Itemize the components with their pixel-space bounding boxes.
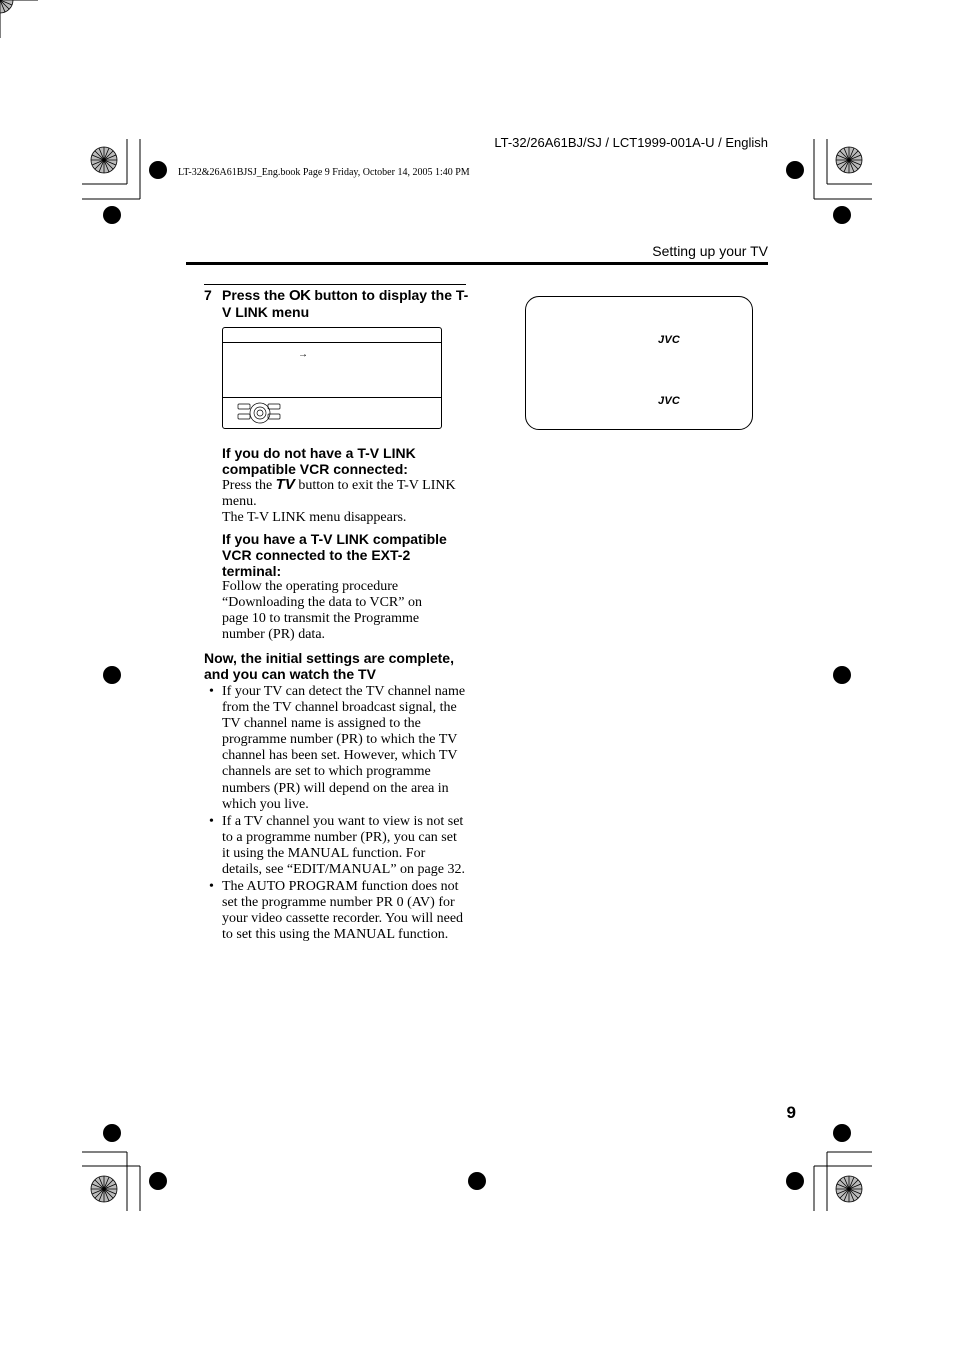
book-info-line: LT-32&26A61BJSJ_Eng.book Page 9 Friday, October 14, 2005 1:40 PM <box>178 167 470 178</box>
remote-control-icon <box>235 400 285 426</box>
step-rule <box>204 284 466 285</box>
bullet-glyph: • <box>209 813 214 829</box>
step-number: 7 <box>204 287 212 303</box>
has-vcr-body: Follow the operating procedure “Downloading the data to VCR” on page 10 to transmit the Programme number (PR) data. <box>222 579 422 642</box>
no-vcr-section <box>222 445 468 526</box>
step-text <box>222 287 472 320</box>
bullet-text: If your TV can detect the TV channel name from the TV channel broadcast signal, the TV channel name is assigned to the programme number (PR) to which the TV channel has been set. However, which TV channels are set to which programme numbers (PR) will depend on the area in which you live. <box>222 684 466 812</box>
arrow-icon: → <box>298 349 308 360</box>
menu-top-divider <box>223 342 441 343</box>
no-vcr-heading: If you do not have a T-V LINK compatible VCR connected: <box>222 445 416 477</box>
no-vcr-line1-before: Press the <box>222 478 276 493</box>
jvc-logo-bottom: JVC <box>658 395 680 407</box>
step-text-before: Press the <box>222 287 289 303</box>
menu-bottom-divider <box>223 397 441 398</box>
jvc-logo-top: JVC <box>658 334 680 346</box>
list-item <box>204 684 468 813</box>
bullet-text: If a TV channel you want to view is not set to a programme number (PR), you can set it using the MANUAL function. For details, see “EDIT/MANUAL” on page 32. <box>222 813 465 878</box>
no-vcr-line2: The T-V LINK menu disappears. <box>222 510 407 525</box>
tv-button-glyph: TV <box>275 476 295 493</box>
list-item <box>204 814 468 878</box>
has-vcr-section <box>222 531 468 643</box>
list-item <box>204 879 468 943</box>
model-header: LT-32/26A61BJ/SJ / LCT1999-001A-U / English <box>494 135 768 150</box>
bullet-text: The AUTO PROGRAM function does not set the programme number PR 0 (AV) for your video cassette recorder. You will need to set this using the MANUAL function. <box>222 879 464 943</box>
no-vcr-line1-after: button to exit the T-V LINK menu. <box>222 478 456 509</box>
page-number: 9 <box>786 1103 796 1122</box>
ok-button-glyph: OK <box>288 287 311 304</box>
step-text-after: button to display the T-V LINK menu <box>222 287 469 320</box>
bullet-glyph: • <box>209 684 214 699</box>
section-title: Setting up your TV <box>652 243 768 259</box>
tv-screen-diagram <box>525 296 753 430</box>
has-vcr-heading: If you have a T-V LINK compatible VCR connected to the EXT-2 terminal: <box>222 531 447 579</box>
bullet-glyph: • <box>209 879 214 895</box>
tv-link-menu-diagram <box>222 327 442 429</box>
complete-bullet-list <box>204 684 468 945</box>
no-vcr-line1 <box>222 477 468 510</box>
complete-heading: Now, the initial settings are complete, and you can watch the TV <box>204 650 454 682</box>
header-rule <box>186 262 768 265</box>
